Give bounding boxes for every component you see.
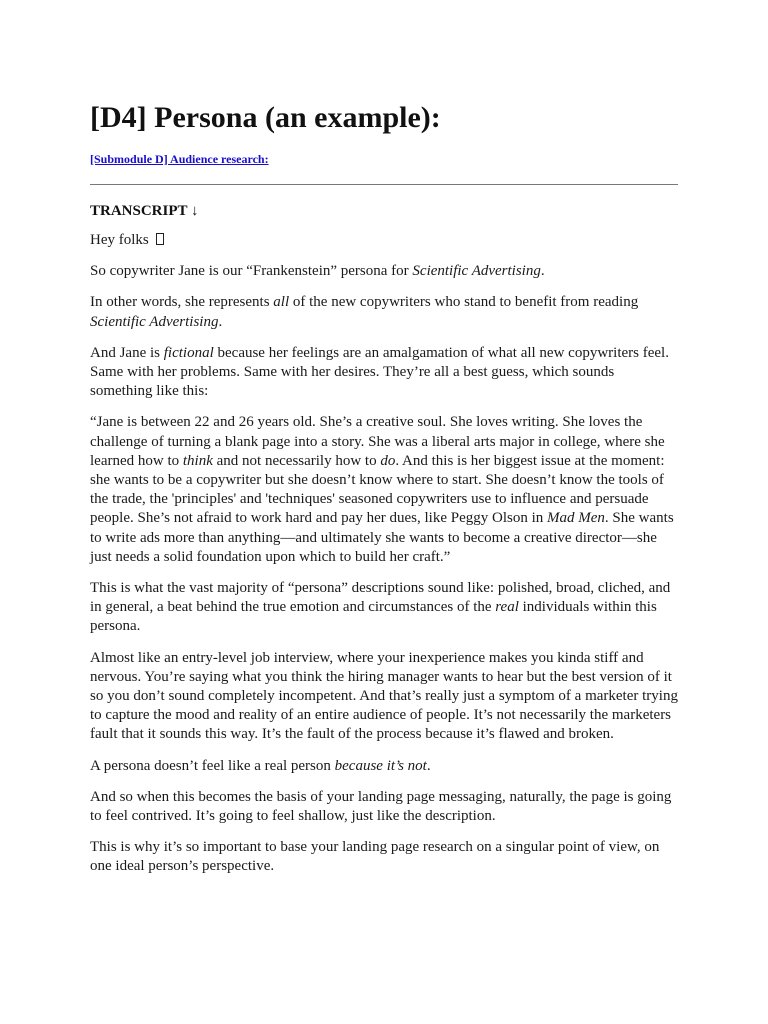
- paragraph-8: [90, 757, 678, 776]
- text-run: In other words, she represents: [90, 294, 274, 311]
- emphasis: think: [182, 452, 213, 469]
- emphasis: all: [273, 294, 290, 311]
- paragraph-3: [90, 293, 678, 331]
- text-run: And Jane is: [90, 344, 164, 361]
- text-run: because her feelings are an amalgamation of what all new copywriters feel. Same with her problems. Same with her desires. They’re all a best guess, which sounds something like this:: [90, 344, 669, 400]
- text-run: and not necessarily how to: [212, 452, 381, 469]
- text-run: So copywriter Jane is our “Frankenstein” persona for: [90, 263, 413, 280]
- text-run: “Jane is between 22 and 26 years old. She’s a creative soul. She loves writing. She loves the challenge of turning a blank page into a story. She was a liberal arts major in college, where she learned how to: [90, 414, 665, 469]
- text-run: .: [426, 757, 431, 774]
- emphasis: because it’s not: [334, 757, 427, 774]
- paragraph-4: [90, 344, 678, 402]
- wave-emoji-icon: [156, 233, 164, 245]
- emphasis: real: [495, 599, 519, 616]
- submodule-link[interactable]: [Submodule D] Audience research:: [90, 152, 269, 166]
- text-run: This is what the vast majority of “persona” descriptions sound like: polished, broad, cliched, and in general, a beat behind the true emotion and circumstances of the: [90, 580, 671, 616]
- paragraph-2: [90, 262, 678, 281]
- emphasis: fictional: [163, 344, 214, 361]
- text-run: of the new copywriters who stand to benefit from reading: [289, 294, 639, 311]
- book-title: Scientific Advertising: [90, 313, 219, 330]
- book-title: Scientific Advertising: [412, 263, 541, 280]
- down-arrow-icon: ↓: [191, 203, 199, 219]
- paragraph-9: And so when this becomes the basis of your landing page messaging, naturally, the page is going to feel contrived. It’s going to feel shallow, just like the description.: [90, 788, 672, 825]
- text-run: A persona doesn’t feel like a real person: [90, 757, 335, 774]
- text-run: . And this is her biggest issue at the moment: she wants to be a copywriter but she doesn’t know where to start. She doesn’t know the tools of the trade, the 'principles' and 'techniques' seasoned copywriters use to influence and persuade people. She’s not afraid to work hard and pay her dues, like Peggy Olson in: [90, 452, 665, 527]
- emphasis: do: [380, 452, 396, 469]
- paragraph-greeting: [90, 231, 678, 250]
- transcript-label: TRANSCRIPT: [90, 203, 188, 219]
- show-title: Mad Men: [547, 510, 605, 527]
- paragraph-6: [90, 579, 678, 637]
- divider: [90, 184, 678, 185]
- text-run: . She wants to write ads more than anything—and ultimately she wants to become a creative director—she just needs a solid foundation upon which to build her craft.”: [90, 510, 674, 565]
- page-title: [D4] Persona (an example):: [90, 101, 441, 134]
- paragraph-10: This is why it’s so important to base your landing page research on a singular point of view, on one ideal person’s perspective.: [90, 839, 660, 875]
- transcript-body: [90, 231, 678, 877]
- text-run: individuals within this persona.: [90, 599, 657, 635]
- text-run: .: [540, 263, 545, 280]
- paragraph-persona-quote: [90, 413, 678, 567]
- paragraph-7: Almost like an entry-level job interview, where your inexperience makes you kinda stiff and nervous. You’re saying what you think the hiring manager wants to hear but the best version of it so you don’t sound completely incompetent. And that’s really just a symptom of a marketer trying to capture the mood and reality of an entire audience of people. It’s not necessarily the marketers fault that it sounds this way. It’s the fault of the process because it’s flawed and broken.: [90, 649, 678, 743]
- transcript-heading: [90, 201, 678, 221]
- text-run: .: [218, 313, 223, 330]
- greeting-text: Hey folks: [90, 232, 149, 248]
